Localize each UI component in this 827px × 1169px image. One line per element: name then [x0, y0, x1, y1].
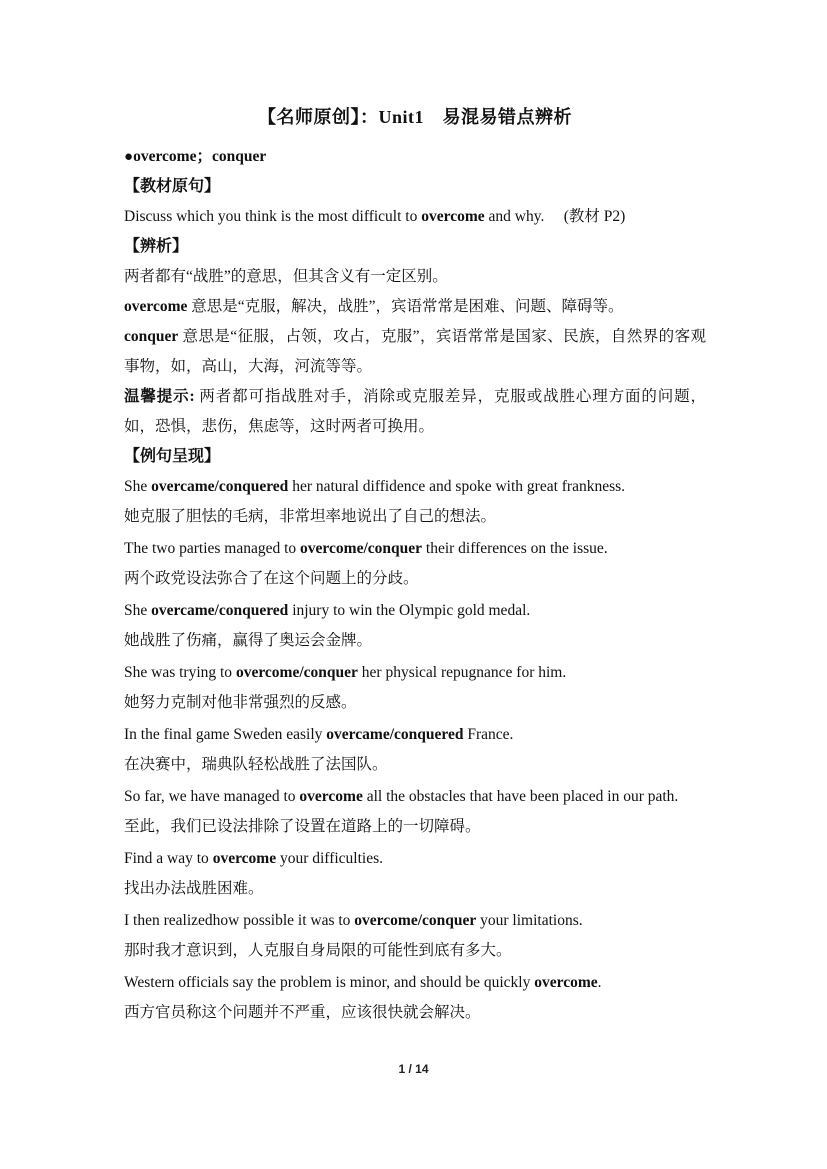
document-content — [124, 104, 706, 1030]
sentence-segment: and why. (教材 P2) — [484, 208, 626, 225]
example-pair — [124, 844, 706, 904]
bold-term: overcome — [299, 788, 363, 805]
example-sentence-en — [124, 472, 706, 502]
example-sentence-en — [124, 720, 706, 750]
example-sentence-zh: 她战胜了伤痛，赢得了奥运会金牌。 — [124, 632, 373, 649]
sentence-segment: In the final game Sweden easily — [124, 726, 327, 743]
sentence-segment: . — [597, 974, 602, 991]
sentence-segment: your difficulties. — [276, 850, 383, 867]
bold-term: overcome — [421, 208, 485, 225]
bold-term: conquer — [124, 328, 179, 345]
sentence-segment: So far, we have managed to — [124, 788, 300, 805]
bold-term: overcome/conquer — [235, 664, 358, 681]
example-sentence-zh: 她努力克制对他非常强烈的反感。 — [124, 694, 357, 711]
sentence-segment: The two parties managed to — [124, 540, 301, 557]
sentence-segment: her physical repugnance for him. — [357, 664, 567, 681]
sentence-segment: 意思是“征服，占领，攻占，克服”，宾语常常是国家、民族，自然界的客观事物，如，高山，大海，河流等等。 — [124, 328, 706, 375]
analysis-paragraph — [124, 322, 706, 382]
sentence-segment: her natural diffidence and spoke with great frankness. — [288, 478, 626, 495]
word-pair-label: overcome；conquer — [133, 148, 267, 165]
sentence-segment: injury to win the Olympic gold medal. — [288, 602, 531, 619]
section-heading-source: 【教材原句】 — [124, 178, 221, 195]
example-sentence-zh: 找出办法战胜困难。 — [124, 880, 264, 897]
example-pair — [124, 906, 706, 966]
example-sentence-zh: 她克服了胆怯的毛病，非常坦率地说出了自己的想法。 — [124, 508, 497, 525]
analysis-paragraph — [124, 292, 706, 322]
example-sentence-en — [124, 782, 706, 812]
example-pair — [124, 596, 706, 656]
sentence-segment: France. — [463, 726, 514, 743]
sentence-segment: Western officials say the problem is minor, and should be quickly — [124, 974, 535, 991]
sentence-segment: Discuss which you think is the most difficult to — [124, 208, 422, 225]
example-pair — [124, 658, 706, 718]
example-sentence-zh: 那时我才意识到，人克服自身局限的可能性到底有多大。 — [124, 942, 512, 959]
tip-label: 温馨提示: — [124, 388, 195, 405]
sentence-segment: their differences on the issue. — [422, 540, 608, 557]
example-sentence-en — [124, 968, 706, 998]
bold-term: overcame/conquered — [326, 726, 464, 743]
bold-term: overcome/conquer — [300, 540, 423, 557]
example-pair — [124, 968, 706, 1028]
bold-term: overcome — [212, 850, 277, 867]
bold-term: overcome — [124, 298, 188, 315]
example-pair — [124, 782, 706, 842]
sentence-segment: I then realizedhow possible it was to — [124, 912, 355, 929]
example-pair — [124, 534, 706, 594]
example-sentence-en — [124, 658, 706, 688]
example-pair — [124, 720, 706, 780]
sentence-segment: 两者都有“战胜”的意思，但其含义有一定区别。 — [124, 268, 448, 285]
sentence-segment: She was trying to — [124, 664, 236, 681]
sentence-segment: 两者都可指战胜对手，消除或克服差异，克服或战胜心理方面的问题，如，恐惧，悲伤，焦虑等，这时两者可换用。 — [124, 388, 706, 435]
sentence-segment: She — [124, 478, 152, 495]
example-sentence-zh: 在决赛中，瑞典队轻松战胜了法国队。 — [124, 756, 388, 773]
word-pair-heading — [124, 142, 706, 172]
example-sentence-en — [124, 596, 706, 626]
section-heading-analysis: 【辨析】 — [124, 238, 189, 255]
bold-term: overcame/conquered — [151, 478, 289, 495]
example-sentence-en — [124, 906, 706, 936]
page-title: 【名师原创】：Unit1 易混易错点辨析 — [257, 107, 572, 127]
example-sentence-zh: 两个政党设法弥合了在这个问题上的分歧。 — [124, 570, 419, 587]
example-sentence-en — [124, 534, 706, 564]
example-sentence-zh: 至此，我们已设法排除了设置在道路上的一切障碍。 — [124, 818, 481, 835]
sentence-segment: Find a way to — [124, 850, 213, 867]
example-pair — [124, 472, 706, 532]
sentence-segment: your limitations. — [476, 912, 583, 929]
bold-term: overcome — [534, 974, 598, 991]
example-sentence-en — [124, 844, 706, 874]
bold-term: overcome/conquer — [354, 912, 477, 929]
section-heading-examples: 【例句呈现】 — [124, 448, 221, 465]
page-number: 1 / 14 — [398, 1062, 429, 1076]
sentence-segment: all the obstacles that have been placed in our path. — [362, 788, 679, 805]
analysis-paragraph — [124, 382, 706, 442]
bold-term: overcame/conquered — [151, 602, 289, 619]
source-sentence — [124, 202, 706, 232]
example-sentence-zh: 西方官员称这个问题并不严重，应该很快就会解决。 — [124, 1004, 481, 1021]
analysis-paragraph — [124, 262, 706, 292]
sentence-segment: She — [124, 602, 152, 619]
sentence-segment: 意思是“克服，解决，战胜”，宾语常常是困难、问题、障碍等。 — [187, 298, 624, 315]
bullet-icon: ● — [124, 149, 134, 165]
